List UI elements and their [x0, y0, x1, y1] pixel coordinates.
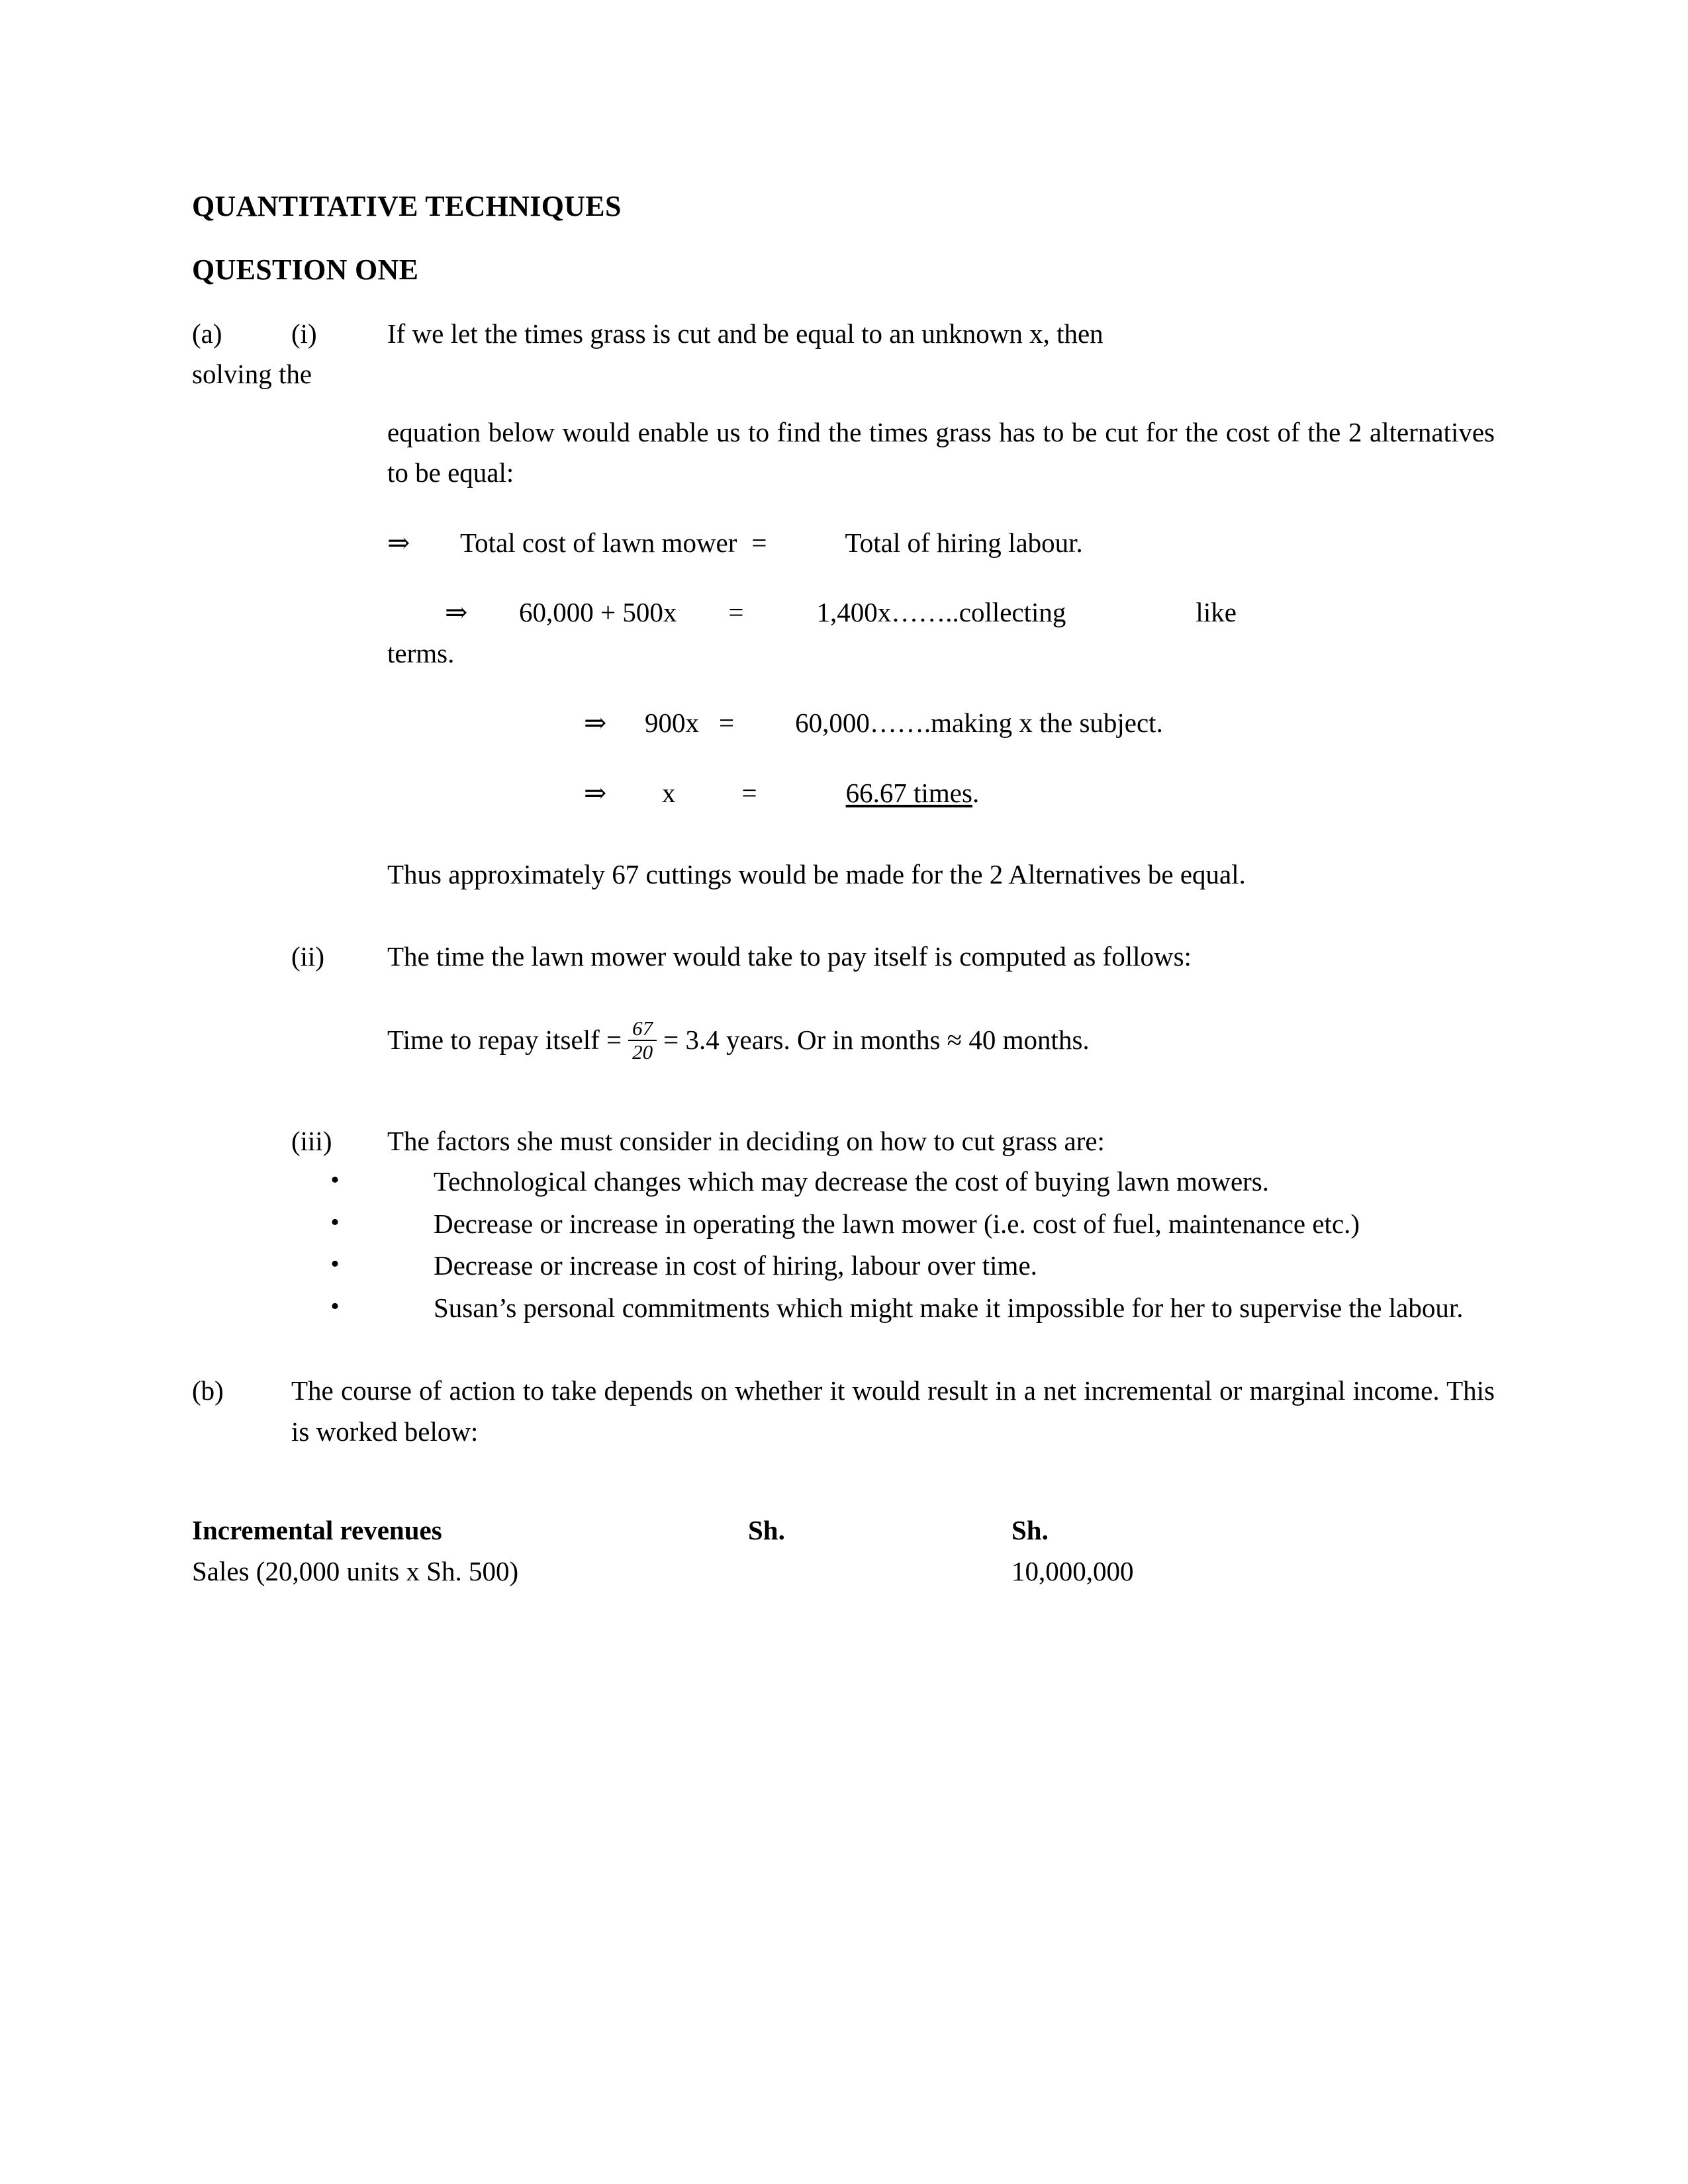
- part-a-sub-iii-intro: The factors she must consider in deciding on how to cut grass are:: [387, 1125, 1105, 1156]
- list-item: [330, 1204, 1495, 1245]
- bullet-icon: •: [330, 1166, 340, 1195]
- part-a-sub-iii: [192, 1121, 1495, 1162]
- equation-line-3: [584, 703, 1495, 744]
- part-b-label: (b): [192, 1375, 224, 1406]
- equation-2-relation: =: [728, 597, 744, 628]
- part-a-sub-i-first-line: [192, 314, 1495, 355]
- table-header-caption: Incremental revenues: [192, 1515, 442, 1546]
- equation-4-result-period: .: [972, 777, 980, 808]
- equation-line-4: [584, 773, 1495, 814]
- list-item-text: Decrease or increase in cost of hiring, labour over time.: [434, 1250, 1037, 1281]
- fraction-67-over-20: [628, 1018, 657, 1062]
- part-b-intro: The course of action to take depends on whether it would result in a net incremental or marginal income. This is worked below:: [291, 1375, 1495, 1447]
- list-item: [330, 1161, 1495, 1203]
- equation-2-lhs: 60,000 + 500x: [519, 597, 677, 628]
- implies-arrow-icon: ⇒: [445, 597, 468, 628]
- part-a-sub-ii: [192, 936, 1495, 978]
- list-item-text: Technological changes which may decrease the cost of buying lawn mowers.: [434, 1166, 1270, 1197]
- bullet-icon: •: [330, 1250, 340, 1279]
- equation-1-relation: =: [751, 527, 767, 558]
- section-heading-question-one: QUESTION ONE: [192, 253, 419, 286]
- equation-3-rhs: 60,000…….making x the subject.: [795, 707, 1163, 739]
- equation-4-relation: =: [741, 777, 757, 808]
- table-header-row: [192, 1510, 1495, 1551]
- equation-1-lhs: Total cost of lawn mower: [460, 527, 737, 558]
- bullet-icon: •: [330, 1208, 340, 1236]
- repayment-formula: [387, 1018, 1495, 1062]
- part-a-sub-i-paragraph-2: equation below would enable us to find the times grass has to be cut for the cost of the 2 alternatives to be equal:: [387, 416, 1495, 488]
- part-a-label: (a): [192, 318, 222, 349]
- list-item-text: Decrease or increase in operating the lawn mower (i.e. cost of fuel, maintenance etc.): [434, 1208, 1360, 1239]
- table-row-col2: 10,000,000: [1011, 1556, 1134, 1587]
- implies-arrow-icon: ⇒: [387, 527, 410, 558]
- part-b: [192, 1371, 1495, 1452]
- equation-4-lhs: x: [662, 777, 676, 808]
- equation-line-1: [387, 523, 1495, 564]
- part-a-sub-iii-label: (iii): [291, 1125, 332, 1156]
- part-a-sub-ii-intro: The time the lawn mower would take to pay itself is computed as follows:: [387, 940, 1192, 972]
- equation-line-2: [445, 592, 1495, 633]
- part-a-sub-i-label: (i): [291, 318, 317, 349]
- part-a-sub-i-conclusion: Thus approximately 67 cuttings would be made for the 2 Alternatives be equal.: [387, 859, 1246, 890]
- part-a-sub-i-line1: If we let the times grass is cut and be equal to an unknown x, then: [387, 318, 1103, 349]
- table-row-caption: Sales (20,000 units x Sh. 500): [192, 1556, 519, 1587]
- bullet-icon: •: [330, 1292, 340, 1320]
- fraction-numerator: 67: [632, 1017, 653, 1040]
- equation-3-lhs: 900x: [645, 707, 699, 739]
- fraction-denominator: 20: [628, 1040, 657, 1063]
- equation-3-relation: =: [719, 707, 735, 739]
- list-item-text: Susan’s personal commitments which might make it impossible for her to supervise the labour.: [434, 1292, 1464, 1323]
- equation-1-rhs: Total of hiring labour.: [845, 527, 1083, 558]
- equation-2-rhs: 1,400x……..collecting: [816, 597, 1066, 628]
- factors-bullet-list: [192, 1161, 1495, 1328]
- table-header-col1: Sh.: [748, 1515, 785, 1546]
- page-content: [192, 189, 1495, 1592]
- implies-arrow-icon: ⇒: [584, 707, 607, 739]
- implies-arrow-icon: ⇒: [584, 777, 607, 808]
- equation-2-continuation: terms.: [387, 637, 455, 668]
- part-a-sub-ii-label: (ii): [291, 940, 325, 972]
- incremental-revenues-table: [192, 1510, 1495, 1592]
- page-title: QUANTITATIVE TECHNIQUES: [192, 190, 622, 222]
- equation-4-result: 66.67 times: [845, 777, 972, 808]
- list-item: [330, 1288, 1495, 1329]
- list-item: [330, 1246, 1495, 1287]
- repayment-formula-suffix: = 3.4 years. Or in months ≈ 40 months.: [663, 1024, 1090, 1056]
- table-header-col2: Sh.: [1011, 1515, 1049, 1546]
- equation-2-trailing-word: like: [1196, 597, 1237, 628]
- repayment-formula-prefix: Time to repay itself =: [387, 1024, 622, 1056]
- part-a-sub-i-line2: solving the: [192, 359, 312, 390]
- table-row: [192, 1551, 1495, 1592]
